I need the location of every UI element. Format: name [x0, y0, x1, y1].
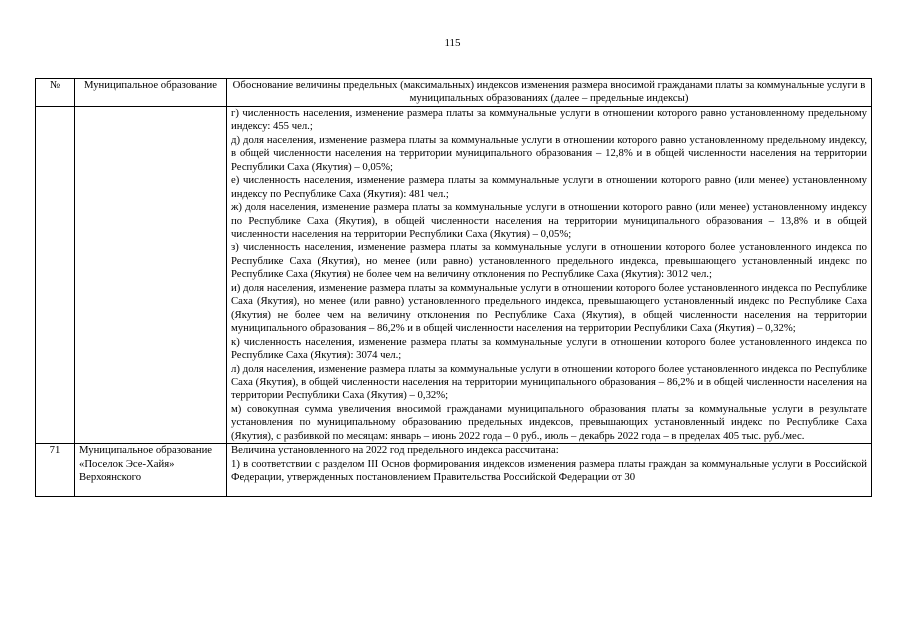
row-municipality-cell — [75, 106, 227, 443]
table-row — [36, 106, 872, 443]
paragraph: ж) доля населения, изменение размера платы за коммунальные услуги в отношении которого равно (или менее) установленному индексу по Республике Саха (Якутия), в общей численности населения на территории муниципального образования – 13,8% и в общей численности населения на территории Республики Саха (Якутия) – 0,05%; — [231, 201, 867, 240]
paragraph: и) доля населения, изменение размера платы за коммунальные услуги в отношении которого более установленного индекса по Республике Саха (Якутия), но менее (или равно) установленного предельного индекса, превышающего установленный индекс по Республике Саха (Якутия) не более чем на величину отклонения по Республике Саха (Якутия), в общей численности населения на территории муниципального образования – 86,2% и в общей численности населения на территории Республики Саха (Якутия) – 0,32%; — [231, 281, 867, 335]
row-justification-cell — [227, 444, 872, 497]
table-header-row — [36, 79, 872, 107]
page-number: 115 — [444, 37, 461, 49]
row-municipality-cell: Муниципальное образование «Поселок Эсе-Хайя» Верхоянского — [75, 444, 227, 497]
justification-table — [35, 78, 872, 497]
row-number-cell — [36, 106, 75, 443]
paragraph: л) доля населения, изменение размера платы за коммунальные услуги в отношении которого более установленного индекса по Республике Саха (Якутия), в общей численности населения на территории муниципального образования – 86,2% и в общей численности населения на территории Республики Саха (Якутия) – 0,32%; — [231, 362, 867, 402]
paragraph: д) доля населения, изменение размера платы за коммунальные услуги в отношении которого равно установленному предельному индексу, в общей численности населения на территории муниципального образования – 12,8% и в общей численности населения на территории Республики Саха (Якутия) – 0,05%; — [231, 133, 867, 173]
paragraph: 1) в соответствии с разделом III Основ формирования индексов изменения размера платы граждан за коммунальные услуги в Российской Федерации, утвержденных постановлением Правительства Российской Федерации от 30 — [231, 457, 867, 484]
row-justification-cell — [227, 106, 872, 443]
paragraph: з) численность населения, изменение размера платы за коммунальные услуги в отношении которого более установленного индекса по Республике Саха (Якутия), но менее (или равно) установленного предельного индекса, превышающего установленный индекс по Республике Саха (Якутия) не более чем на величину отклонения по Республике Саха (Якутия): 3012 чел.; — [231, 241, 867, 281]
paragraph: г) численность населения, изменение размера платы за коммунальные услуги в отношении которого равно установленному предельному индексу: 455 чел.; — [231, 106, 867, 133]
paragraph: м) совокупная сумма увеличения вносимой гражданами муниципального образования платы за коммунальные услуги в результате установления по муниципальному образованию предельных индексов, превышающих установленный индекс по Республике Саха (Якутия), с разбивкой по месяцам: январь – июнь 2022 года – 0 руб., июль – декабрь 2022 года – в пределах 405 тыс. руб./мес. — [231, 402, 867, 442]
paragraph: е) численность населения, изменение размера платы за коммунальные услуги в отношении которого равно (или менее) установленному индексу по Республике Саха (Якутия): 481 чел.; — [231, 174, 867, 200]
paragraph: к) численность населения, изменение размера платы за коммунальные услуги в отношении которого более установленного индекса по Республике Саха (Якутия): 3074 чел.; — [231, 335, 867, 362]
row-number-cell: 71 — [36, 444, 75, 497]
paragraph: Величина установленного на 2022 год предельного индекса рассчитана: — [231, 444, 559, 457]
header-municipality: Муниципальное образование — [75, 79, 227, 107]
header-justification: Обоснование величины предельных (максимальных) индексов изменения размера вносимой гражданами платы за коммунальные услуги в муниципальных образованиях (далее – предельные индексы) — [227, 79, 872, 107]
table-row — [36, 444, 872, 497]
header-number: № — [36, 79, 75, 107]
